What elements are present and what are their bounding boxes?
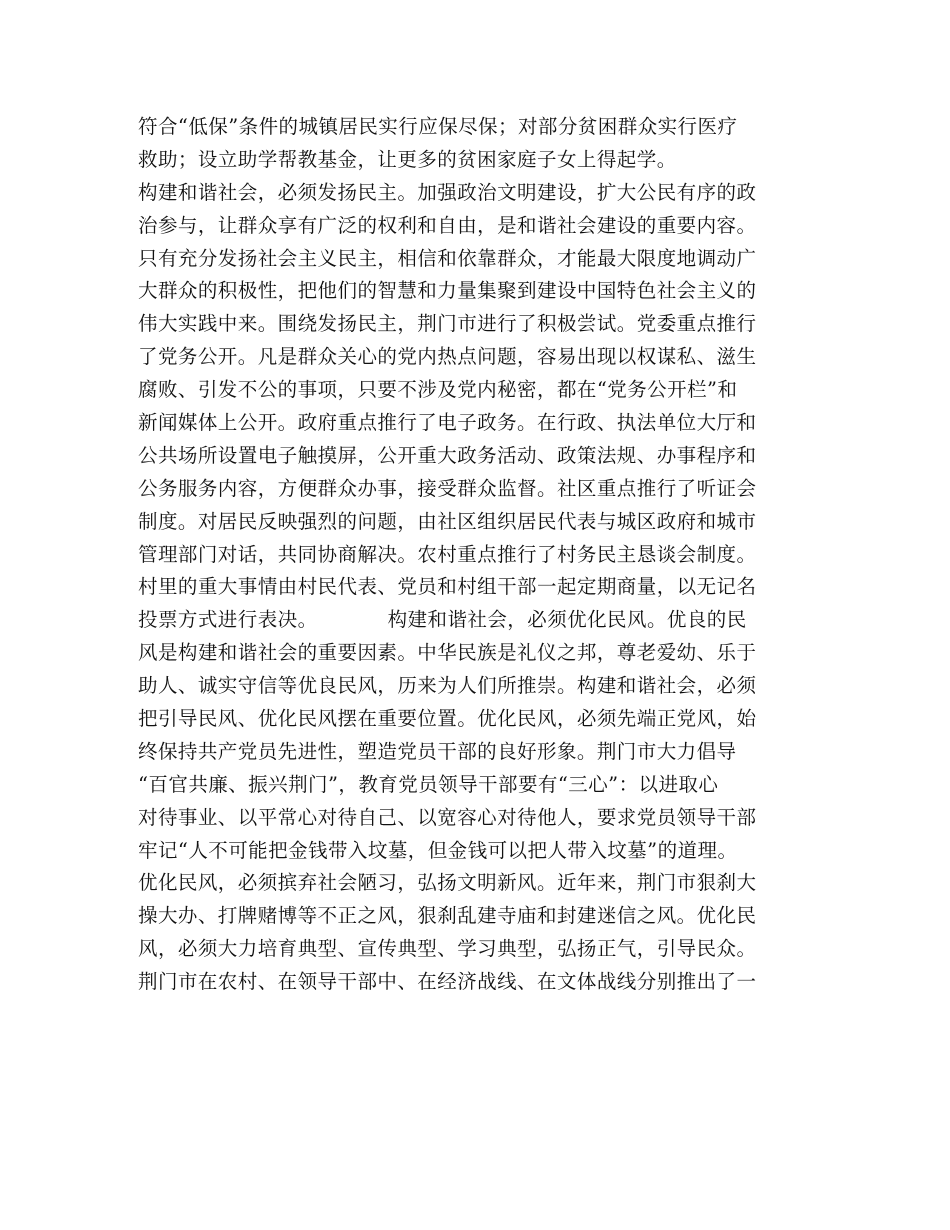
text-line: 了党务公开。凡是群众关心的党内热点问题，容易出现以权谋私、滋生 [138,345,757,369]
text-line: 风，必须大力培育典型、宣传典型、学习典型，弘扬正气，引导民众。 [138,937,757,961]
text-line: 终保持共产党员先进性，塑造党员干部的良好形象。荆门市大力倡导 [138,739,737,763]
text-line: 助人、诚实守信等优良民风，历来为人们所推崇。构建和谐社会，必须 [138,674,757,698]
text-line: 只有充分发扬社会主义民主，相信和依靠群众，才能最大限度地调动广 [138,246,757,270]
text-line: 公共场所设置电子触摸屏，公开重大政务活动、政策法规、办事程序和 [138,443,757,467]
text-line: 操大办、打牌赌博等不正之风，狠刹乱建寺庙和封建迷信之风。优化民 [138,904,757,928]
text-line: 治参与，让群众享有广泛的权利和自由，是和谐社会建设的重要内容。 [138,213,757,237]
text-line: 村里的重大事情由村民代表、党员和村组干部一起定期商量，以无记名 [138,575,757,599]
text-line: 制度。对居民反映强烈的问题，由社区组织居民代表与城区政府和城市 [138,509,757,533]
body-text [138,111,818,999]
text-line: 投票方式进行表决。 构建和谐社会，必须优化民风。优良的民 [138,608,747,632]
text-line: 符合“低保”条件的城镇居民实行应保尽保；对部分贫困群众实行医疗 [138,115,738,138]
text-line: 伟大实践中来。围绕发扬民主，荆门市进行了积极尝试。党委重点推行 [138,312,757,336]
text-line: 风是构建和谐社会的重要因素。中华民族是礼仪之邦，尊老爱幼、乐于 [138,641,757,665]
text-line: 构建和谐社会，必须发扬民主。加强政治文明建设，扩大公民有序的政 [138,180,757,204]
text-line: 新闻媒体上公开。政府重点推行了电子政务。在行政、执法单位大厅和 [138,411,757,435]
text-line: “百官共廉、振兴荆门”，教育党员领导干部要有“三心”：以进取心 [138,772,719,796]
text-line: 优化民风，必须摈弃社会陋习，弘扬文明新风。近年来，荆门市狠刹大 [138,871,757,895]
text-line: 公务服务内容，方便群众办事，接受群众监督。社区重点推行了听证会 [138,476,757,500]
text-line: 荆门市在农村、在领导干部中、在经济战线、在文体战线分别推出了一 [138,970,757,994]
text-line: 救助；设立助学帮教基金，让更多的贫困家庭子女上得起学。 [138,147,677,171]
text-line: 牢记“人不可能把金钱带入坟墓，但金钱可以把人带入坟墓”的道理。 [138,838,738,862]
text-line: 对待事业、以平常心对待自己、以宽容心对待他人，要求党员领导干部 [138,805,757,829]
text-line: 管理部门对话，共同协商解决。农村重点推行了村务民主恳谈会制度。 [138,542,757,566]
text-line: 腐败、引发不公的事项，只要不涉及党内秘密，都在“党务公开栏”和 [138,378,738,402]
text-line: 把引导民风、优化民风摆在重要位置。优化民风，必须先端正党风，始 [138,707,757,731]
text-line: 大群众的积极性，把他们的智慧和力量集聚到建设中国特色社会主义的 [138,279,757,303]
